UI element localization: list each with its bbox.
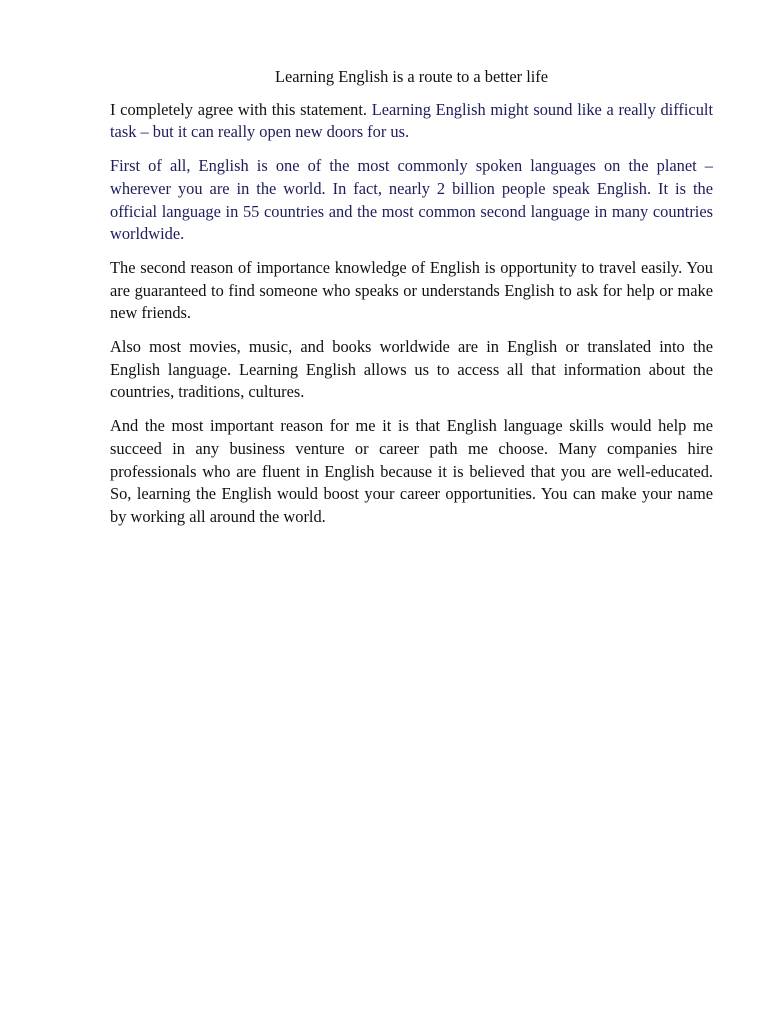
document-body	[110, 66, 713, 540]
paragraph-5: And the most important reason for me it is that English language skills would help me succeed in any business venture or career path me choose. Many companies hire professionals who are fluent in English because it is believed that you are well-educated. So, learning the English would boost your career opportunities. You can make your name by working all around the world.	[110, 416, 713, 526]
paragraph-3: The second reason of importance knowledge of English is opportunity to travel easily. You are guaranteed to find someone who speaks or understands English to ask for help or make new friends.	[110, 257, 713, 323]
paragraph-2: First of all, English is one of the most commonly spoken languages on the planet – wherever you are in the world. In fact, nearly 2 billion people speak English. It is the official language in 55 countries and the most common second language in many countries worldwide.	[110, 156, 713, 244]
document-title: Learning English is a route to a better life	[274, 67, 549, 86]
paragraph-1-accent-text: Learning English might sound like a really difficult task – but it can really open new doors for us.	[110, 99, 713, 142]
paragraph-1-plain-text: I completely agree with this statement.	[110, 99, 372, 119]
paragraph-1	[110, 99, 713, 144]
paragraph-4: Also most movies, music, and books worldwide are in English or translated into the English language. Learning English allows us to access all that information about the countries, traditions, cultures.	[110, 337, 713, 402]
